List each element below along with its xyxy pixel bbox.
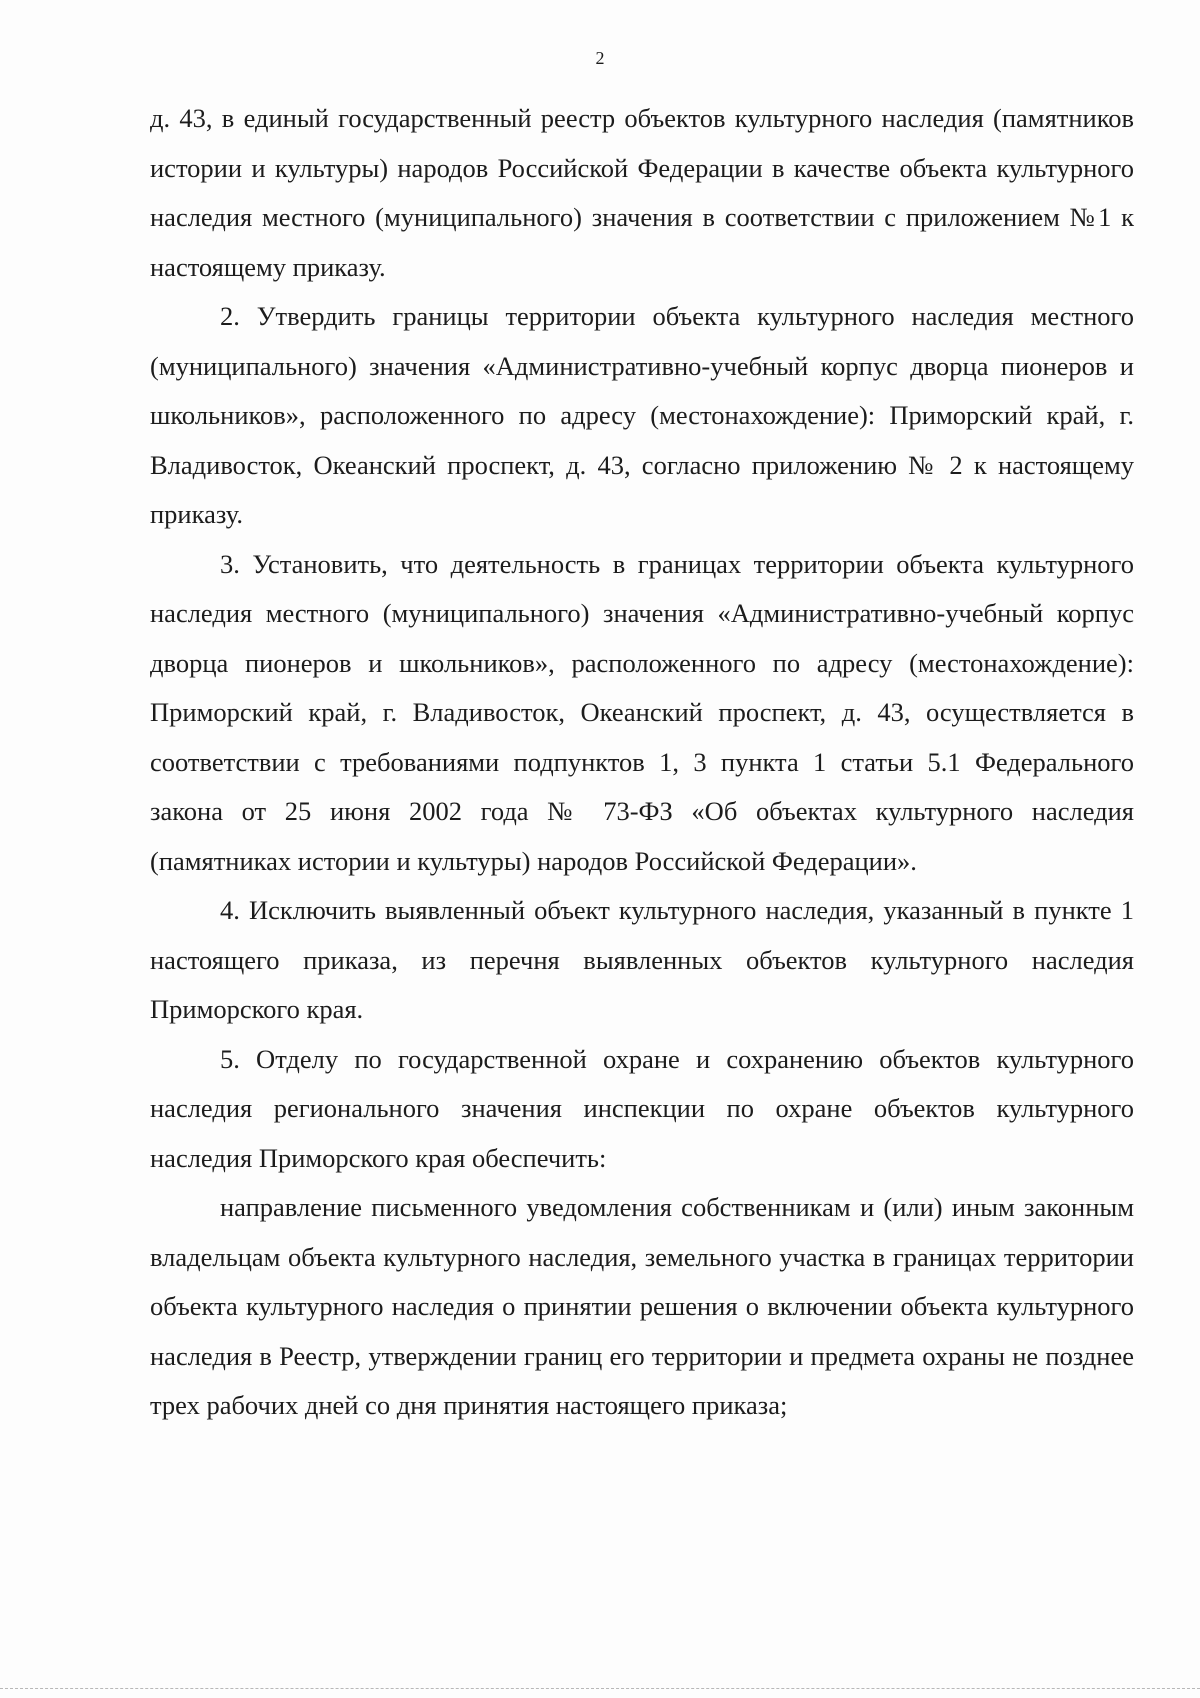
document-body: [150, 94, 1134, 1431]
paragraph-item-4: 4. Исключить выявленный объект культурного наследия, указанный в пункте 1 настоящего приказа, из перечня выявленных объектов культурного наследия Приморского края.: [150, 895, 1134, 1024]
page-number: 2: [595, 48, 605, 68]
paragraph-item-5: 5. Отделу по государственной охране и сохранению объектов культурного наследия регионального значения инспекции по охране объектов культурного наследия Приморского края обеспечить:: [150, 1043, 1134, 1173]
paragraph-item-3: 3. Установить, что деятельность в границах территории объекта культурного наследия местного (муниципального) значения «Административно-учебный корпус дворца пионеров и школьников», расположенного по адресу (местонахождение): Приморский край, г. Владивосток, Океанский проспект, д. 43, осуществляется в соответствии с требованиями подпунктов 1, 3 пункта 1 статьи 5.1 Федерального закона от 25 июня 2002 года № 73-ФЗ «Об объектах культурного наследия (памятниках истории и культуры) народов Российской Федерации».: [150, 548, 1134, 876]
paragraph-item-2: 2. Утвердить границы территории объекта культурного наследия местного (муниципального) значения «Административно-учебный корпус дворца пионеров и школьников», расположенного по адресу (местонахождение): Приморский край, г. Владивосток, Океанский проспект, д. 43, согласно приложению № 2 к настоящему приказу.: [150, 301, 1134, 529]
scan-edge-line: [0, 1688, 1200, 1689]
paragraph-item-5-notification: направление письменного уведомления собственникам и (или) иным законным владельцам объекта культурного наследия, земельного участка в границах территории объекта культурного наследия о принятии решения о включении объекта культурного наследия в Реестр, утверждении границ его территории и предмета охраны не позднее трех рабочих дней со дня принятия настоящего приказа;: [150, 1192, 1134, 1420]
paragraph-continuation: д. 43, в единый государственный реестр объектов культурного наследия (памятников истории и культуры) народов Российской Федерации в качестве объекта культурного наследия местного (муниципального) значения в соответствии с приложением №1 к настоящему приказу.: [150, 103, 1134, 282]
